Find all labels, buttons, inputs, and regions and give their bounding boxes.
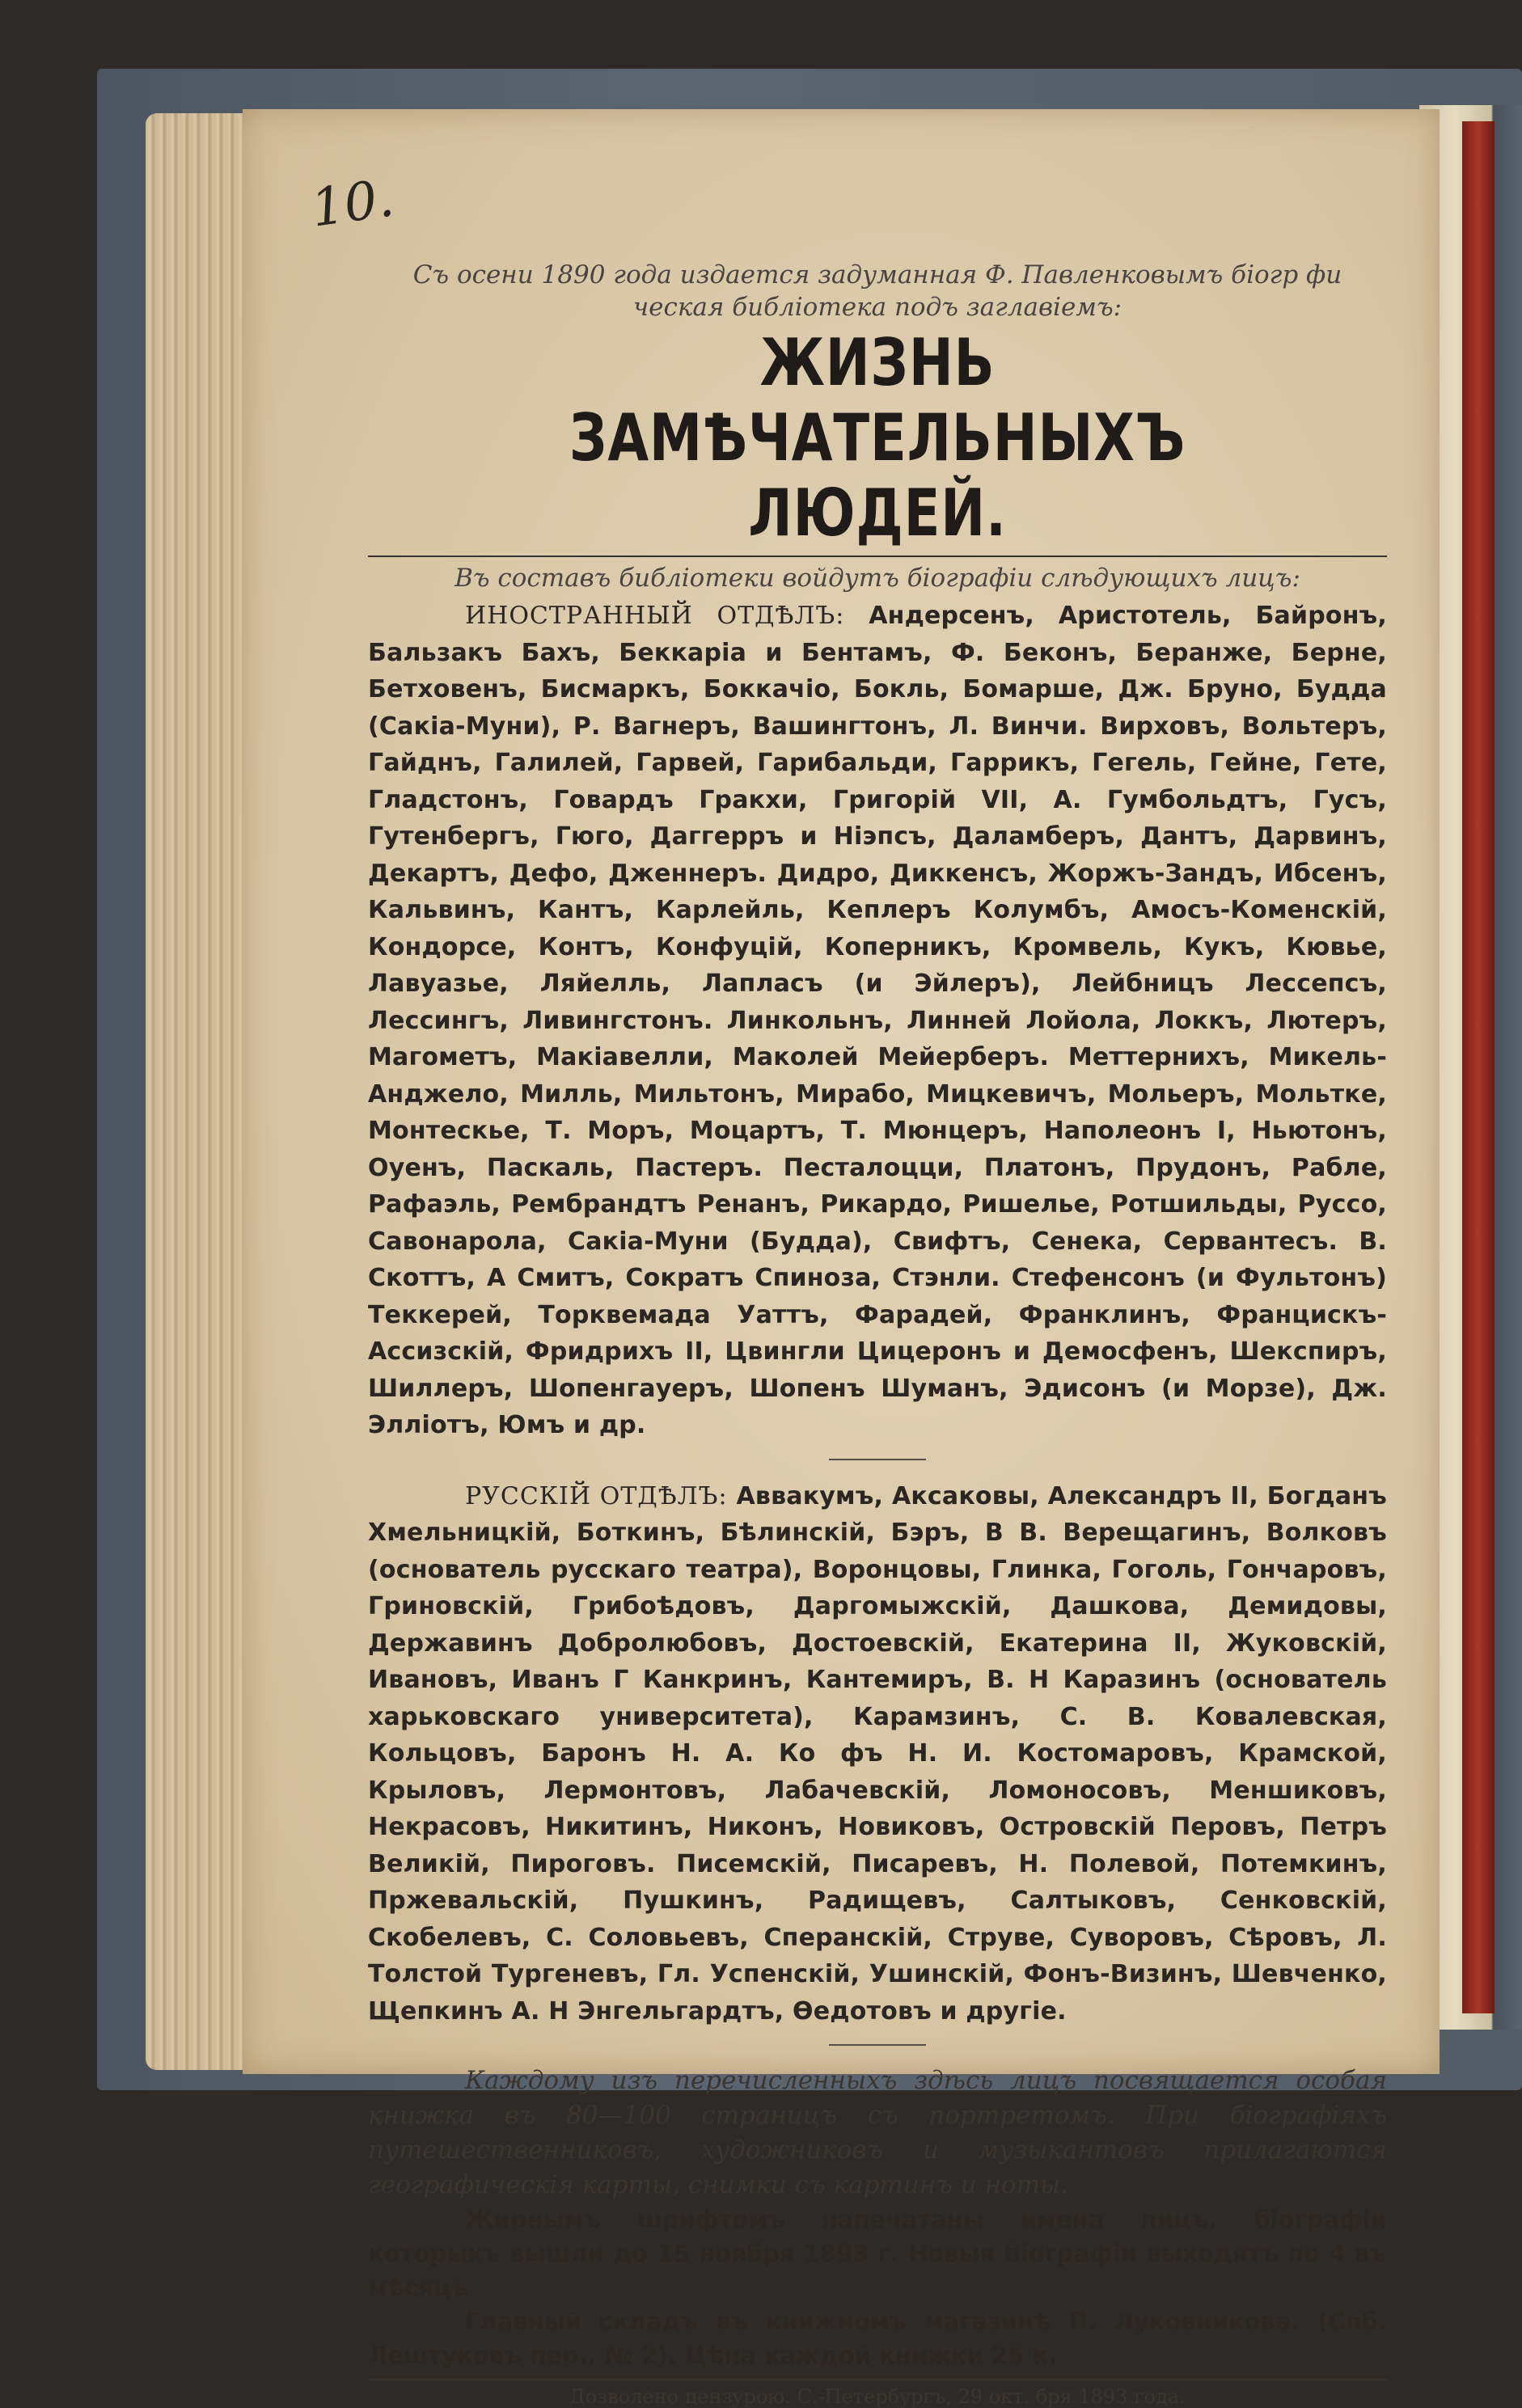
censorship-line: Дозволено цензурою. С.-Петербургъ, 29 окт. бря 1893 года. [368,2379,1387,2408]
title-rule [368,556,1387,557]
russian-section [368,1478,1387,2030]
page-title: ЖИЗНЬ ЗАМѢЧАТЕЛЬНЫХЪ ЛЮДЕЙ. [569,325,1186,551]
note-bold: Жирнымъ шрифтомъ напечатаны имена лицъ, біографіи которыхъ вышли до 15 ноября 1893 г. Новыя біографіи выходятъ по 4 въ мѣсяцъ [368,2206,1387,2301]
handwritten-page-number: 10. [307,168,398,239]
note-italic: Каждому изъ перечисленныхъ здѣсь лицъ посвящается особая книжка въ 80—100 страницъ съ портретомъ. При біографіяхъ путешественниковъ, художниковъ и музыкантовъ прилагаются географическія карты, снимки съ картинъ и ноты. [368,2066,1387,2199]
section-divider [829,1459,926,1460]
section-divider-2 [829,2044,926,2046]
intro-text: Съ осени 1890 года издается задуманная Ф. Павленковымъ біогр фи ческая библіотека подъ заглавіемъ: [412,260,1342,322]
subheading: Въ составъ библіотеки войдутъ біографіи слѣдующихъ лицъ: [454,564,1300,593]
warehouse-note: Главный складъ въ книжномъ магазинѣ П. Луковникова. (Спб. Лештуковъ пер., № 2). Цѣна каждой книжки 25 к. [368,2308,1387,2369]
russian-heading: РУССКІЙ ОТДѢЛЪ: [465,1481,728,1510]
russian-names: Аввакумъ, Аксаковы, Александръ II, Богданъ Хмельницкій, Боткинъ, Бѣлинскій, Бэръ, В В. Верещагинъ, Волковъ (основатель русскаго театра), Воронцовы, Глинка, Гоголь, Гончаровъ, Гриновскій, Грибоѣдовъ, Даргомыжскій, Дашкова, Демидовы, Державинъ Добролюбовъ, Достоевскій, Екатерина II, Жуковскій, Ивановъ, Иванъ Г Канкринъ, Кантемиръ, В. Н Каразинъ (основатель харьковскаго университета), Карамзинъ, С. В. Ковалевская, Кольцовъ, Баронъ Н. А. Ко фъ Н. И. Костомаровъ, Крамской, Крыловъ, Лермонтовъ, Лабачевскій, Ломоносовъ, Меншиковъ, Некрасовъ, Никитинъ, Никонъ, Новиковъ, Островскій Перовъ, Петръ Великій, Пироговъ. Писемскій, Писаревъ, Н. Полевой, Потемкинъ, Пржевальскій, Пушкинъ, Радищевъ, Салтыковъ, Сенковскій, Скобелевъ, С. Соловьевъ, Сперанскій, Струве, Суворовъ, Сѣровъ, Л. Толстой Тургеневъ, Гл. Успенскій, Ушинскій, Фонъ-Визинъ, Шевченко, Щепкинъ А. Н Энгельгардтъ, Ѳедотовъ и другіе. [368,1481,1387,2026]
page-content [368,259,1387,2408]
foreign-section [368,598,1387,1444]
foreign-names: Андерсенъ, Аристотель, Байронъ, Бальзакъ Бахъ, Беккаріа и Бентамъ, Ф. Беконъ, Беранже, Берне, Бетховенъ, Бисмаркъ, Боккачіо, Бокль, Бомарше, Дж. Бруно, Будда (Сакіа-Муни), Р. Вагнеръ, Вашингтонъ, Л. Винчи. Вирховъ, Вольтеръ, Гайднъ, Галилей, Гарвей, Гарибальди, Гаррикъ, Гегель, Гейне, Гете, Гладстонъ, Говардъ Гракхи, Григорій VII, А. Гумбольдтъ, Гусъ, Гутенбергъ, Гюго, Даггерръ и Ніэпсъ, Даламберъ, Дантъ, Дарвинъ, Декартъ, Дефо, Дженнеръ. Дидро, Диккенсъ, Жоржъ-Зандъ, Ибсенъ, Кальвинъ, Кантъ, Карлейль, Кеплеръ Колумбъ, Амосъ-Коменскій, Кондорсе, Контъ, Конфуцій, Коперникъ, Кромвель, Кукъ, Кювье, Лавуазье, Ляйелль, Лапласъ (и Эйлеръ), Лейбницъ Лессепсъ, Лессингъ, Ливингстонъ. Линкольнъ, Линней Лойола, Локкъ, Лютеръ, Магометъ, Макіавелли, Маколей Мейерберъ. Меттернихъ, Микель-Анджело, Милль, Мильтонъ, Мирабо, Мицкевичъ, Мольеръ, Мольтке, Монтескье, Т. Моръ, Моцартъ, Т. Мюнцеръ, Наполеонъ I, Ньютонъ, Оуенъ, Паскаль, Пастеръ. Песталоцци, Платонъ, Прудонъ, Рабле, Рафаэль, Рембрандтъ Ренанъ, Рикардо, Ришелье, Ротшильды, Руссо, Савонарола, Сакіа-Муни (Будда), Свифтъ, Сенека, Сервантесъ. В. Скоттъ, А Смитъ, Сократъ Спиноза, Стэнли. Стефенсонъ (и Фультонъ) Теккерей, Торквемада Уаттъ, Фарадей, Франклинъ, Францискъ-Ассизскій, Фридрихъ II, Цвингли Цицеронъ и Демосфенъ, Шекспиръ, Шиллеръ, Шопенгауеръ, Шопенъ Шуманъ, Эдисонъ (и Морзе), Дж. Элліотъ, Юмъ и др. [368,602,1387,1439]
foreign-heading: ИНОСТРАННЫЙ ОТДѢЛЪ: [465,602,845,630]
red-page-edge [1462,121,1495,2013]
